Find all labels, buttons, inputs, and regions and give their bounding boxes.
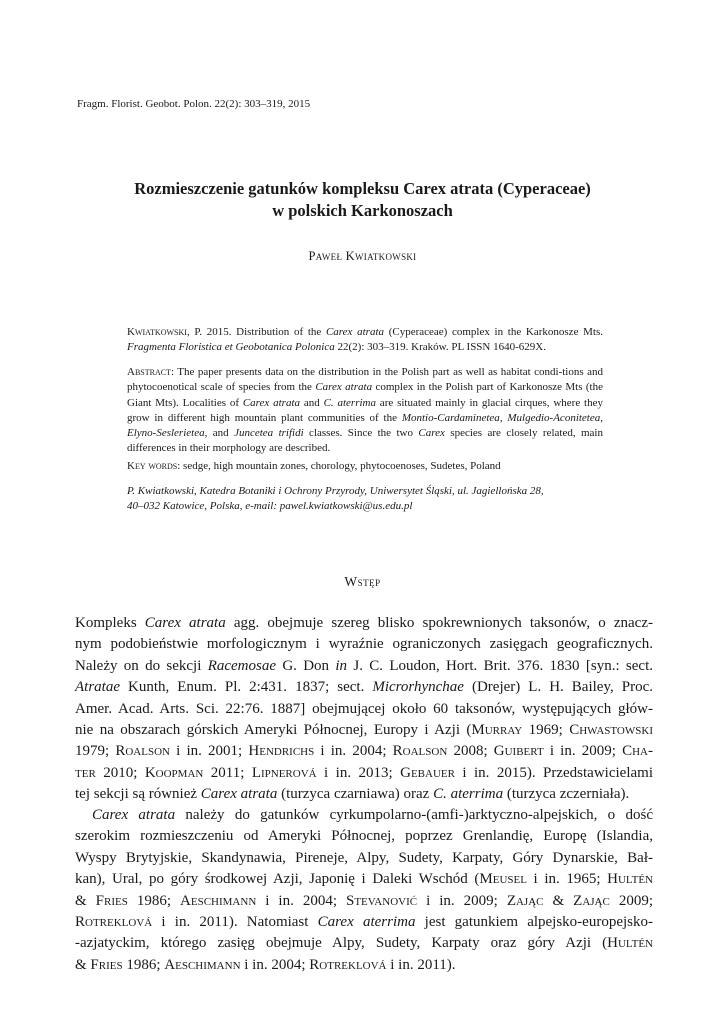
text-line: Atratae Kunth, Enum. Pl. 2:431. 1837; sect. Microrhynchae (Drejer) L. H. Bailey, Proc. [75,679,653,696]
text-line: -azjatyckim, którego zasięg obejmuje Alpy, Sudety, Karpaty oraz góry Azji (Hultén [75,935,653,952]
text-line: tej sekcji są również Carex atrata (turzyca czarniawa) oraz C. aterrima (turzyca zczerniała). [75,786,630,803]
paragraph-1 [75,613,653,806]
text-line: kan), Ural, po góry środkowej Azji, Japonię i Daleki Wschód (Meusel i in. 1965; Hultén [75,871,653,888]
text-line: Amer. Acad. Arts. Sci. 22:76. 1887] obejmującej około 60 taksonów, występujących głów- [75,700,653,717]
section-heading: Wstęp [344,574,381,589]
title-line-1: Rozmieszczenie gatunków kompleksu Carex atrata (Cyperaceae) [134,179,591,198]
text-line: & Fries 1986; Aeschimann i in. 2004; Rotreklová i in. 2011). [75,956,456,973]
text-line: szerokim rozmieszczeniu od Ameryki Północnej, poprzez Grenlandię, Europę (Islandia, [75,828,653,845]
text-line: Rotreklová i in. 2011). Natomiast Carex aterrima jest gatunkiem alpejsko-europejsko- [75,914,653,931]
text-line: Carex atrata należy do gatunków cyrkumpolarno-(amfi-)arktyczno-alpejskich, o dość [92,807,653,823]
text-line: 1979; Roalson i in. 2001; Hendrichs i in. 2004; Roalson 2008; Guibert i in. 2009; Cha- [75,743,653,760]
text-line: nie na obszarach górskich Ameryki Północnej, Europy i Azji (Murray 1969; Chwastowski [75,722,653,739]
paragraph-2 [75,805,653,976]
text-line: ter 2010; Koopman 2011; Lipnerová i in. 2013; Gebauer i in. 2015). Przedstawicielami [75,764,653,781]
text-line: Kompleks Carex atrata agg. obejmuje szereg blisko spokrewnionych taksonów, o znacz- [75,615,653,631]
text-line: Wyspy Brytyjskie, Skandynawia, Pireneje, Alpy, Sudety, Karpaty, Góry Dynarskie, Bał- [75,849,653,866]
author-address: P. Kwiatkowski, Katedra Botaniki i Ochrony Przyrody, Uniwersytet Śląski, ul. Jagiellońska 28, 40–032 Katowice, Polska, e-mail: pawel.kwiatkowski@us.edu.pl [127,485,544,513]
article-title [60,178,665,222]
text-line: Należy on do sekcji Racemosae G. Don in J. C. Loudon, Hort. Brit. 376. 1830 [syn.: sect. [75,657,653,674]
keywords-block: Key words: sedge, high mountain zones, chorology, phytocoenoses, Sudetes, Poland [127,460,501,472]
abstract-block: Abstract: The paper presents data on the distribution in the Polish part as well as habitat condi-tions and phytocoenotical scale of species from the Carex atrata complex in the Polish part of Karkonosze Mts (the Giant Mts). Localities of Carex atrata and C. aterrima are situated mainly in glacial cirques, where they grow in different high mountain plant communities of the Montio-Cardaminetea, Mulgedio-Aconitetea, Elyno-Seslerietea, and Juncetea trifidi classes. Since the two Carex species are closely related, main differences in their morphology are described. [127,366,603,455]
journal-citation: Fragm. Florist. Geobot. Polon. 22(2): 303–319, 2015 [77,98,311,110]
author-name: Paweł Kwiatkowski [308,249,417,263]
text-line: nym podobieństwie morfologicznym i wyraźnie ograniczonych zasięgach geograficznych. [75,636,653,653]
text-line: & Fries 1986; Aeschimann i in. 2004; Stevanović i in. 2009; Zając & Zając 2009; [75,892,654,909]
title-line-2: w polskich Karkonoszach [272,201,453,220]
reference-block: Kwiatkowski, P. 2015. Distribution of the Carex atrata (Cyperaceae) complex in the Karkonosze Mts. Fragmenta Floristica et Geobotanica Polonica 22(2): 303–319. Kraków. PL ISSN 1640-629X. [127,326,603,354]
